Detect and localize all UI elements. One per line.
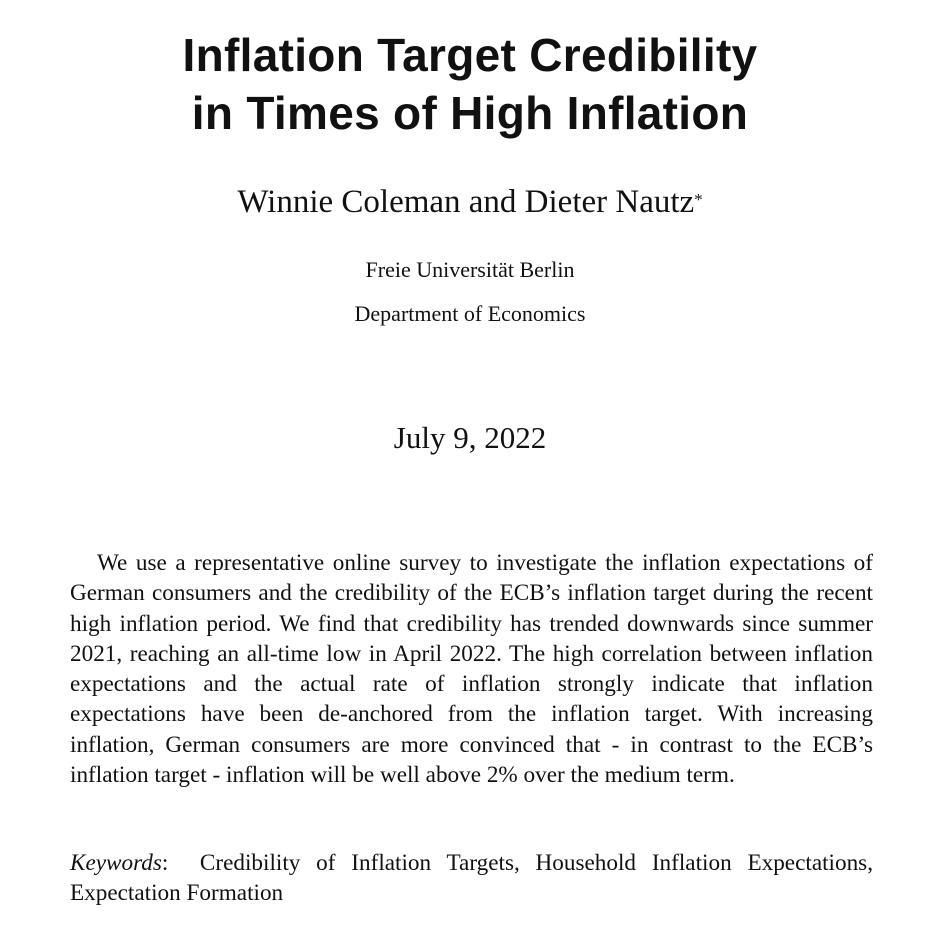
author-footnote-mark[interactable]: * bbox=[694, 190, 703, 209]
paper-date: July 9, 2022 bbox=[393, 420, 547, 455]
affiliation-university: Freie Universität Berlin bbox=[365, 257, 575, 282]
affiliation-department: Department of Economics bbox=[354, 301, 586, 326]
keywords bbox=[70, 848, 873, 909]
paper-title bbox=[0, 26, 940, 142]
author-names: Winnie Coleman and Dieter Nautz bbox=[237, 184, 695, 220]
keywords-separator: : bbox=[161, 850, 169, 876]
abstract: We use a representative online survey to investigate the inflation expectations of German consumers and the credibility of the ECB’s inflation target during the recent high inflation period. We find that credibility has trended downwards since summer 2021, reaching an all-time low in April 2022. The high correlation between inflation expectations and the actual rate of inflation strongly indicate that inflation expectations have been de-anchored from the inflation target. With increasing inflation, German consumers are more convinced that - in contrast to the ECB’s inflation target - inflation will be well above 2% over the medium term. bbox=[70, 550, 873, 789]
keywords-label: Keywords bbox=[70, 850, 162, 876]
keywords-text: Credibility of Inflation Targets, Household Inflation Expectations, Expectation Formation bbox=[70, 850, 874, 907]
title-line-2: in Times of High Inflation bbox=[191, 87, 749, 139]
authors bbox=[0, 180, 940, 224]
title-line-1: Inflation Target Credibility bbox=[182, 29, 758, 81]
